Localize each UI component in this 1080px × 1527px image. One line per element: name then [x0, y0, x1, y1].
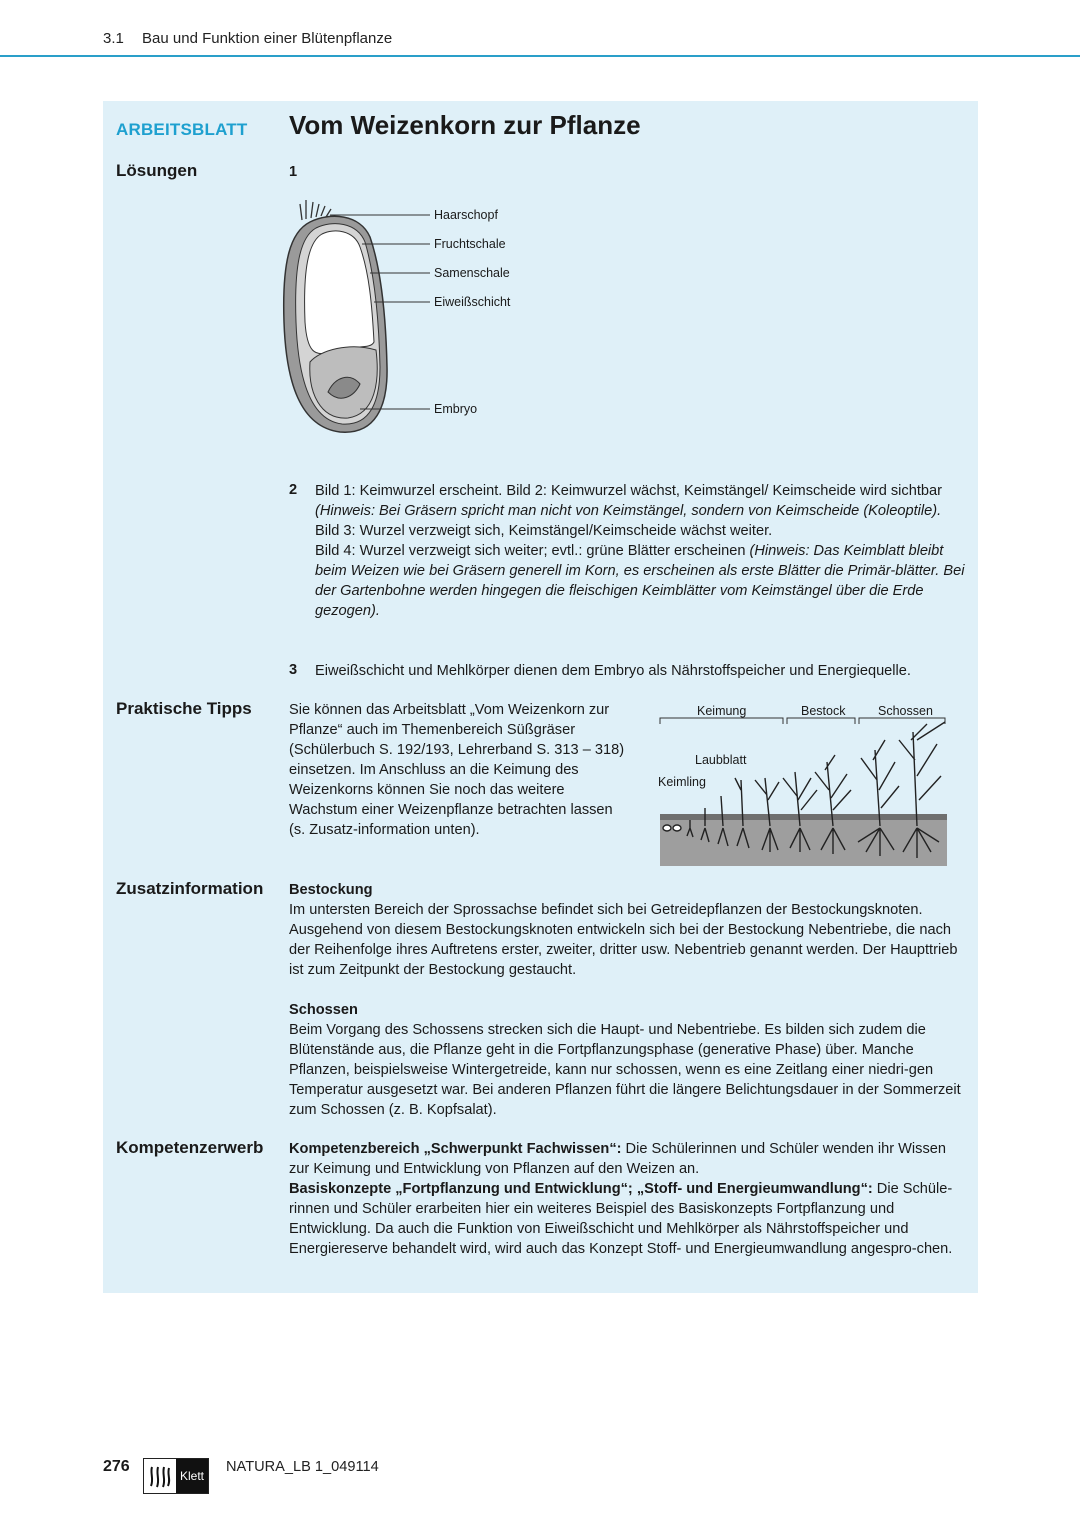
section-number: 3.1	[103, 30, 124, 47]
klett-logo	[143, 1458, 209, 1494]
q3-answer: Eiweißschicht und Mehlkörper dienen dem Embryo als Nährstoffspeicher und Energiequelle.	[315, 663, 911, 679]
arbeitsblatt-label: ARBEITSBLATT	[116, 120, 248, 139]
page-number: 276	[103, 1458, 130, 1475]
basiskonzepte-text: Die Schüle-rinnen und Schüler erarbeiten hier ein weiteres Beispiel des Basiskonzepts Fortpflanzung und Entwicklung. Da auch die Funktion von Eiweißschicht und Mehlkörper als Nährstoffspeicher und Energiereserve behandelt wird, wird auch das Konzept Stoff- und Energieumwandlung angespro-chen.	[289, 1181, 953, 1257]
label-embryo: Embryo	[434, 402, 478, 416]
label-haarschopf: Haarschopf	[434, 208, 498, 222]
label-fruchtschale: Fruchtschale	[434, 237, 506, 251]
kompetenzbereich-label: Kompetenzbereich „Schwerpunkt Fachwissen“:	[289, 1141, 622, 1157]
kompetenz-content	[289, 1139, 964, 1259]
q2-text-2: Bild 3: Wurzel verzweigt sich, Keimstängel/Keimscheide wächst weiter.	[315, 523, 773, 539]
header-rule	[0, 55, 1080, 57]
stage-schossen: Schossen	[878, 704, 933, 718]
kompetenz-paragraph-1	[289, 1139, 964, 1179]
q2-hint-1: (Hinweis: Bei Gräsern spricht man nicht von Keimstängel, sondern von Keimscheide (Koleoptile).	[315, 503, 942, 519]
seed-illustration	[284, 200, 387, 432]
stage-bestock: Bestock	[801, 704, 846, 718]
kompetenzbereich-text: Die Schülerinnen und Schüler wenden ihr Wissen zur Keimung und Entwicklung von Pflanzen auf den Weizen an.	[289, 1141, 946, 1177]
wheat-growth-diagram	[655, 700, 950, 870]
q3-number: 3	[289, 662, 298, 678]
tipps-heading: Praktische Tipps	[116, 699, 252, 718]
stage-keimung: Keimung	[697, 704, 747, 718]
q2-answer	[315, 481, 965, 621]
tipps-text: Sie können das Arbeitsblatt „Vom Weizenkorn zur Pflanze“ auch im Themenbereich Süßgräser (Schülerbuch S. 192/193, Lehrerband S. 313 – 318) einsetzen. Im Anschluss an die Keimung des Weizenkorns können Sie noch das weitere Wachstum einer Weizenpflanze betrachten lassen (s. Zusatz-information unten).	[289, 702, 625, 838]
loesungen-heading: Lösungen	[116, 161, 198, 180]
stage-brackets	[660, 718, 945, 724]
zusatz-content	[289, 880, 969, 1120]
bestockung-heading: Bestockung	[289, 882, 373, 898]
zusatz-heading: Zusatzinformation	[116, 879, 264, 898]
q2-number: 2	[289, 482, 298, 498]
q1-number: 1	[289, 164, 298, 180]
running-header	[103, 30, 392, 47]
schossen-text: Beim Vorgang des Schossens strecken sich die Haupt- und Nebentriebe. Es bilden sich zudem die Blütenstände aus, die Pflanze geht in die Fortpflanzungsphase (generative Phase) über. Manche Pflanzen, beispielsweise Wintergetreide, kann nur schossen, wenn es eine Zeitlang einer niedri-gen Temperatur ausgesetzt war. Bei anderen Pflanzen führt die längere Belichtungsdauer in der Sommerzeit zum Schossen (z. B. Kopfsalat).	[289, 1022, 961, 1118]
basiskonzepte-label: Basiskonzepte „Fortpflanzung und Entwicklung“; „Stoff- und Energieumwandlung“:	[289, 1181, 873, 1197]
soil-surface	[660, 814, 947, 820]
section-title: Bau und Funktion einer Blütenpflanze	[142, 30, 393, 47]
product-code: NATURA_LB 1_049114	[226, 1459, 379, 1475]
schossen-heading: Schossen	[289, 1002, 358, 1018]
label-laubblatt: Laubblatt	[695, 753, 747, 767]
bestockung-text: Im untersten Bereich der Sprossachse befindet sich bei Getreidepflanzen der Bestockungsknoten. Ausgehend von diesem Bestockungsknoten entwickeln sich bei der Bestockung Nebentriebe, die nach der Reihenfolge ihres Auftretens erster, zweiter, dritter usw. Nebentrieb genannt werden. Der Haupttrieb ist zum Zeitpunkt der Bestockung gestaucht.	[289, 902, 958, 978]
klett-emblem-icon	[146, 1459, 176, 1493]
label-samenschale: Samenschale	[434, 266, 510, 280]
kompetenz-heading: Kompetenzerwerb	[116, 1138, 264, 1157]
q2-text-1: Bild 1: Keimwurzel erscheint. Bild 2: Keimwurzel wächst, Keimstängel/ Keimscheide wird sichtbar	[315, 483, 942, 499]
wheat-seed-diagram	[270, 192, 540, 442]
label-eiweissschicht: Eiweißschicht	[434, 295, 511, 309]
klett-wordmark: Klett	[176, 1459, 208, 1493]
label-keimling: Keimling	[658, 775, 706, 789]
q2-hint-3: (Hinweis: Das Keimblatt bleibt beim Weizen wie bei Gräsern generell im Korn, es erscheinen als erste Blätter die Primär-blätter. Bei der Gartenbohne werden hingegen die fleischigen Keimblätter vom Keimstängel über die Erde gezogen).	[315, 543, 965, 619]
kompetenz-paragraph-2	[289, 1179, 964, 1259]
soil	[660, 814, 947, 866]
page-title: Vom Weizenkorn zur Pflanze	[289, 110, 641, 140]
q2-text-3: Bild 4: Wurzel verzweigt sich weiter; evtl.: grüne Blätter erscheinen	[315, 543, 750, 559]
